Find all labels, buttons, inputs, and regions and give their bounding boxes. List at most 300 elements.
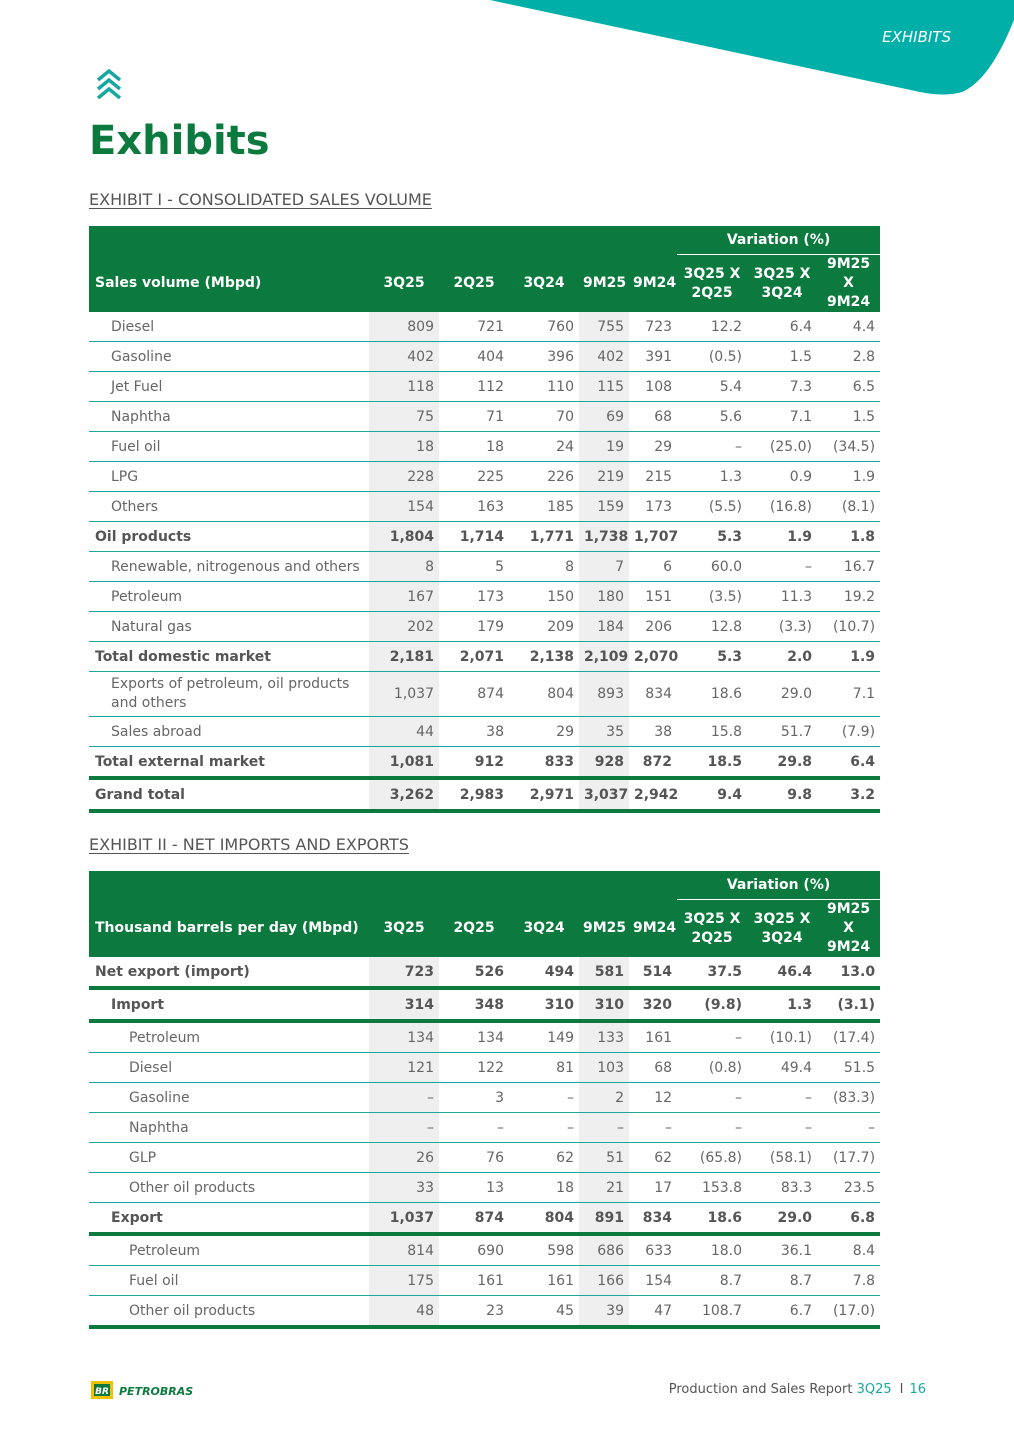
brand-name: PETROBRAS bbox=[119, 1385, 194, 1398]
table-cell: 33 bbox=[369, 1173, 439, 1203]
table-cell: 9.4 bbox=[677, 778, 747, 811]
table-cell: 320 bbox=[629, 988, 677, 1021]
table-cell: 215 bbox=[629, 462, 677, 492]
table-cell: 760 bbox=[509, 312, 579, 342]
table-cell: 7.3 bbox=[747, 372, 817, 402]
variation-column-header: 9M25 X 9M24 bbox=[817, 900, 880, 958]
table-cell: 834 bbox=[629, 672, 677, 717]
table-cell: – bbox=[509, 1083, 579, 1113]
table-cell: 404 bbox=[439, 342, 509, 372]
table-cell: 2,109 bbox=[579, 642, 629, 672]
table-cell: 1.5 bbox=[817, 402, 880, 432]
table-cell: 118 bbox=[369, 372, 439, 402]
table-row bbox=[89, 1113, 880, 1143]
table-cell: 1,804 bbox=[369, 522, 439, 552]
table-cell: 1,707 bbox=[629, 522, 677, 552]
table-row bbox=[89, 778, 880, 811]
table-cell: 51.7 bbox=[747, 717, 817, 747]
table-cell: 804 bbox=[509, 672, 579, 717]
table-cell: 833 bbox=[509, 747, 579, 779]
report-period: 3Q25 bbox=[856, 1382, 892, 1397]
table-cell: 23 bbox=[439, 1296, 509, 1328]
table-row bbox=[89, 717, 880, 747]
header-spacer bbox=[89, 871, 677, 900]
table-cell: 150 bbox=[509, 582, 579, 612]
report-name: Production and Sales Report bbox=[668, 1382, 853, 1397]
table-row bbox=[89, 988, 880, 1021]
table-cell: 45 bbox=[509, 1296, 579, 1328]
table-cell: 179 bbox=[439, 612, 509, 642]
table-cell: 1,037 bbox=[369, 672, 439, 717]
table-cell: 2.0 bbox=[747, 642, 817, 672]
table-cell: 202 bbox=[369, 612, 439, 642]
row-label: Natural gas bbox=[89, 612, 369, 642]
table-cell: (16.8) bbox=[747, 492, 817, 522]
table-cell: 17 bbox=[629, 1173, 677, 1203]
table-cell: 134 bbox=[439, 1021, 509, 1053]
table-cell: 44 bbox=[369, 717, 439, 747]
row-label: Petroleum bbox=[89, 1234, 369, 1266]
sales-volume-table bbox=[89, 226, 880, 813]
table-cell: 1.3 bbox=[677, 462, 747, 492]
table-cell: 18 bbox=[509, 1173, 579, 1203]
table-cell: 1.9 bbox=[817, 462, 880, 492]
variation-column-header: 9M25 X 9M24 bbox=[817, 255, 880, 313]
table-cell: 76 bbox=[439, 1143, 509, 1173]
table-cell: 13.0 bbox=[817, 957, 880, 988]
table-cell: 1,771 bbox=[509, 522, 579, 552]
table-cell: 514 bbox=[629, 957, 677, 988]
table-cell: 122 bbox=[439, 1053, 509, 1083]
variation-column-header: 3Q25 X 3Q24 bbox=[747, 900, 817, 958]
table-cell: 18.6 bbox=[677, 672, 747, 717]
table-row bbox=[89, 672, 880, 717]
table-cell: 2.8 bbox=[817, 342, 880, 372]
table-cell: (17.7) bbox=[817, 1143, 880, 1173]
table-cell: 161 bbox=[629, 1021, 677, 1053]
table-cell: 81 bbox=[509, 1053, 579, 1083]
table-cell: 912 bbox=[439, 747, 509, 779]
table-cell: 166 bbox=[579, 1266, 629, 1296]
table-cell: 161 bbox=[509, 1266, 579, 1296]
row-label: GLP bbox=[89, 1143, 369, 1173]
table-cell: 1.8 bbox=[817, 522, 880, 552]
table-row bbox=[89, 1053, 880, 1083]
table-cell: – bbox=[677, 1113, 747, 1143]
table-cell: 108 bbox=[629, 372, 677, 402]
table-cell: 108.7 bbox=[677, 1296, 747, 1328]
column-header: 9M24 bbox=[629, 900, 677, 958]
table-cell: 402 bbox=[579, 342, 629, 372]
table-cell: 310 bbox=[579, 988, 629, 1021]
table-cell: 51.5 bbox=[817, 1053, 880, 1083]
table-cell: 494 bbox=[509, 957, 579, 988]
table-cell: 71 bbox=[439, 402, 509, 432]
table-cell: 690 bbox=[439, 1234, 509, 1266]
table-cell: 4.4 bbox=[817, 312, 880, 342]
table-cell: 1.9 bbox=[747, 522, 817, 552]
table-cell: 26 bbox=[369, 1143, 439, 1173]
table-cell: 12.8 bbox=[677, 612, 747, 642]
table-cell: 133 bbox=[579, 1021, 629, 1053]
table-cell: 35 bbox=[579, 717, 629, 747]
table-cell: 5.6 bbox=[677, 402, 747, 432]
table-cell: 1,738 bbox=[579, 522, 629, 552]
table-cell: 3.2 bbox=[817, 778, 880, 811]
table-cell: 18 bbox=[439, 432, 509, 462]
row-label: Diesel bbox=[89, 312, 369, 342]
row-label: Others bbox=[89, 492, 369, 522]
table-cell: 68 bbox=[629, 402, 677, 432]
table-cell: 69 bbox=[579, 402, 629, 432]
table-cell: 48 bbox=[369, 1296, 439, 1328]
table-cell: 121 bbox=[369, 1053, 439, 1083]
row-label: Gasoline bbox=[89, 342, 369, 372]
variation-column-header: 3Q25 X 2Q25 bbox=[677, 900, 747, 958]
table-cell: 2,971 bbox=[509, 778, 579, 811]
table-cell: 755 bbox=[579, 312, 629, 342]
exhibit-2-title: EXHIBIT II - NET IMPORTS AND EXPORTS bbox=[89, 835, 409, 854]
section-label: EXHIBITS bbox=[882, 28, 951, 46]
table-row bbox=[89, 1234, 880, 1266]
table-cell: 874 bbox=[439, 1203, 509, 1235]
table-cell: 721 bbox=[439, 312, 509, 342]
table-cell: 38 bbox=[439, 717, 509, 747]
table-cell: (3.3) bbox=[747, 612, 817, 642]
table-cell: 112 bbox=[439, 372, 509, 402]
table-cell: (3.1) bbox=[817, 988, 880, 1021]
row-label: Other oil products bbox=[89, 1173, 369, 1203]
variation-column-header: 3Q25 X 2Q25 bbox=[677, 255, 747, 313]
table-cell: 12 bbox=[629, 1083, 677, 1113]
chevron-up-icon bbox=[96, 68, 122, 102]
table-cell: 159 bbox=[579, 492, 629, 522]
table-row bbox=[89, 1266, 880, 1296]
row-label: Total external market bbox=[89, 747, 369, 779]
table-cell: 36.1 bbox=[747, 1234, 817, 1266]
row-label: Naphtha bbox=[89, 402, 369, 432]
table-cell: 8.7 bbox=[747, 1266, 817, 1296]
table-row bbox=[89, 1143, 880, 1173]
table-cell: 2,070 bbox=[629, 642, 677, 672]
table-cell: (10.1) bbox=[747, 1021, 817, 1053]
row-label: Gasoline bbox=[89, 1083, 369, 1113]
row-header: Thousand barrels per day (Mbpd) bbox=[89, 900, 369, 958]
table-cell: – bbox=[747, 1113, 817, 1143]
table-cell: 16.7 bbox=[817, 552, 880, 582]
column-header: 9M25 bbox=[579, 900, 629, 958]
table-cell: 5.3 bbox=[677, 642, 747, 672]
table-cell: 7 bbox=[579, 552, 629, 582]
net-imports-exports-rows bbox=[89, 957, 880, 1327]
row-label: Other oil products bbox=[89, 1296, 369, 1328]
table-cell: 5.3 bbox=[677, 522, 747, 552]
page-number: 16 bbox=[909, 1382, 926, 1397]
row-label: Grand total bbox=[89, 778, 369, 811]
header-spacer bbox=[89, 226, 677, 255]
exhibit-1-title: EXHIBIT I - CONSOLIDATED SALES VOLUME bbox=[89, 190, 432, 209]
table-cell: 161 bbox=[439, 1266, 509, 1296]
column-header: 3Q24 bbox=[509, 255, 579, 313]
table-cell: 219 bbox=[579, 462, 629, 492]
table-cell: 47 bbox=[629, 1296, 677, 1328]
table-cell: 1.5 bbox=[747, 342, 817, 372]
row-label: Exports of petroleum, oil products and others bbox=[89, 672, 369, 717]
table-cell: 8.4 bbox=[817, 1234, 880, 1266]
table-cell: 1.3 bbox=[747, 988, 817, 1021]
table-cell: 6.4 bbox=[747, 312, 817, 342]
table-row bbox=[89, 312, 880, 342]
table-cell: 19.2 bbox=[817, 582, 880, 612]
table-cell: 872 bbox=[629, 747, 677, 779]
table-row bbox=[89, 642, 880, 672]
table-cell: 8 bbox=[509, 552, 579, 582]
table-cell: – bbox=[369, 1113, 439, 1143]
variation-header: Variation (%) bbox=[677, 871, 880, 900]
table-cell: 60.0 bbox=[677, 552, 747, 582]
table-cell: 21 bbox=[579, 1173, 629, 1203]
table-row bbox=[89, 492, 880, 522]
table-row bbox=[89, 1173, 880, 1203]
table-cell: (17.4) bbox=[817, 1021, 880, 1053]
table-cell: 0.9 bbox=[747, 462, 817, 492]
table-cell: 5.4 bbox=[677, 372, 747, 402]
row-label: Sales abroad bbox=[89, 717, 369, 747]
footer-report-info bbox=[669, 1382, 926, 1397]
table-cell: 834 bbox=[629, 1203, 677, 1235]
table-cell: 110 bbox=[509, 372, 579, 402]
table-cell: (65.8) bbox=[677, 1143, 747, 1173]
table-cell: 598 bbox=[509, 1234, 579, 1266]
table-cell: 7.1 bbox=[817, 672, 880, 717]
table-cell: 2,983 bbox=[439, 778, 509, 811]
row-label: Net export (import) bbox=[89, 957, 369, 988]
table-cell: 175 bbox=[369, 1266, 439, 1296]
table-cell: 39 bbox=[579, 1296, 629, 1328]
table-cell: 723 bbox=[369, 957, 439, 988]
table-cell: 928 bbox=[579, 747, 629, 779]
table-cell: 206 bbox=[629, 612, 677, 642]
table-cell: 167 bbox=[369, 582, 439, 612]
column-header: 3Q24 bbox=[509, 900, 579, 958]
table-cell: 49.4 bbox=[747, 1053, 817, 1083]
table-cell: 134 bbox=[369, 1021, 439, 1053]
table-cell: 402 bbox=[369, 342, 439, 372]
table-cell: 15.8 bbox=[677, 717, 747, 747]
table-cell: (17.0) bbox=[817, 1296, 880, 1328]
table-cell: 396 bbox=[509, 342, 579, 372]
table-cell: 2 bbox=[579, 1083, 629, 1113]
table-cell: 526 bbox=[439, 957, 509, 988]
row-header: Sales volume (Mbpd) bbox=[89, 255, 369, 313]
table-cell: – bbox=[747, 1083, 817, 1113]
table-cell: 1.9 bbox=[817, 642, 880, 672]
table-cell: 163 bbox=[439, 492, 509, 522]
table-cell: 19 bbox=[579, 432, 629, 462]
table-cell: 151 bbox=[629, 582, 677, 612]
table-cell: 2,138 bbox=[509, 642, 579, 672]
row-label: Fuel oil bbox=[89, 432, 369, 462]
table-row bbox=[89, 582, 880, 612]
table-cell: – bbox=[817, 1113, 880, 1143]
table-cell: 225 bbox=[439, 462, 509, 492]
table-cell: 1,081 bbox=[369, 747, 439, 779]
table-cell: 70 bbox=[509, 402, 579, 432]
table-cell: 6.7 bbox=[747, 1296, 817, 1328]
table-cell: (25.0) bbox=[747, 432, 817, 462]
row-label: Import bbox=[89, 988, 369, 1021]
table-cell: – bbox=[747, 552, 817, 582]
table-cell: (3.5) bbox=[677, 582, 747, 612]
column-header: 2Q25 bbox=[439, 900, 509, 958]
table-cell: 5 bbox=[439, 552, 509, 582]
row-label: Export bbox=[89, 1203, 369, 1235]
table-cell: 24 bbox=[509, 432, 579, 462]
row-label: Petroleum bbox=[89, 1021, 369, 1053]
row-label: Renewable, nitrogenous and others bbox=[89, 552, 369, 582]
table-cell: 149 bbox=[509, 1021, 579, 1053]
table-cell: – bbox=[677, 432, 747, 462]
table-cell: 8.7 bbox=[677, 1266, 747, 1296]
table-cell: 3,037 bbox=[579, 778, 629, 811]
table-cell: 804 bbox=[509, 1203, 579, 1235]
table-cell: 46.4 bbox=[747, 957, 817, 988]
table-row bbox=[89, 552, 880, 582]
table-cell: 891 bbox=[579, 1203, 629, 1235]
table-cell: (5.5) bbox=[677, 492, 747, 522]
table-cell: 3,262 bbox=[369, 778, 439, 811]
table-cell: 11.3 bbox=[747, 582, 817, 612]
table-cell: 115 bbox=[579, 372, 629, 402]
table-cell: 185 bbox=[509, 492, 579, 522]
column-header: 9M24 bbox=[629, 255, 677, 313]
table-cell: 62 bbox=[509, 1143, 579, 1173]
table-row bbox=[89, 747, 880, 779]
table-cell: 7.8 bbox=[817, 1266, 880, 1296]
table-cell: – bbox=[579, 1113, 629, 1143]
table-cell: 209 bbox=[509, 612, 579, 642]
table-row bbox=[89, 1083, 880, 1113]
column-header: 2Q25 bbox=[439, 255, 509, 313]
table-cell: 154 bbox=[629, 1266, 677, 1296]
table-cell: 6 bbox=[629, 552, 677, 582]
net-imports-exports-table bbox=[89, 871, 880, 1329]
table-cell: (9.8) bbox=[677, 988, 747, 1021]
table-cell: 38 bbox=[629, 717, 677, 747]
table-cell: 154 bbox=[369, 492, 439, 522]
table-cell: (83.3) bbox=[817, 1083, 880, 1113]
table-cell: 2,942 bbox=[629, 778, 677, 811]
table-cell: 153.8 bbox=[677, 1173, 747, 1203]
table-cell: 809 bbox=[369, 312, 439, 342]
brand-mark: BR bbox=[95, 1387, 109, 1397]
table-cell: 348 bbox=[439, 988, 509, 1021]
table-cell: – bbox=[369, 1083, 439, 1113]
table-cell: 7.1 bbox=[747, 402, 817, 432]
table-cell: 37.5 bbox=[677, 957, 747, 988]
column-header: 9M25 bbox=[579, 255, 629, 313]
row-label: LPG bbox=[89, 462, 369, 492]
table-cell: 83.3 bbox=[747, 1173, 817, 1203]
column-header: 3Q25 bbox=[369, 900, 439, 958]
table-cell: 18.5 bbox=[677, 747, 747, 779]
row-label: Petroleum bbox=[89, 582, 369, 612]
table-cell: 3 bbox=[439, 1083, 509, 1113]
table-cell: – bbox=[629, 1113, 677, 1143]
table-cell: 29.0 bbox=[747, 672, 817, 717]
table-cell: 173 bbox=[629, 492, 677, 522]
table-cell: 391 bbox=[629, 342, 677, 372]
table-cell: 18 bbox=[369, 432, 439, 462]
column-header: 3Q25 bbox=[369, 255, 439, 313]
table-cell: 723 bbox=[629, 312, 677, 342]
row-label: Fuel oil bbox=[89, 1266, 369, 1296]
table-cell: 2,071 bbox=[439, 642, 509, 672]
table-cell: – bbox=[677, 1083, 747, 1113]
table-row bbox=[89, 402, 880, 432]
petrobras-logo bbox=[91, 1380, 203, 1400]
table-row bbox=[89, 957, 880, 988]
table-cell: 581 bbox=[579, 957, 629, 988]
sales-volume-rows bbox=[89, 312, 880, 811]
table-cell: 103 bbox=[579, 1053, 629, 1083]
table-row bbox=[89, 1021, 880, 1053]
table-cell: 314 bbox=[369, 988, 439, 1021]
table-cell: – bbox=[677, 1021, 747, 1053]
table-cell: 226 bbox=[509, 462, 579, 492]
table-row bbox=[89, 432, 880, 462]
table-cell: 51 bbox=[579, 1143, 629, 1173]
table-cell: 1,714 bbox=[439, 522, 509, 552]
table-cell: 29 bbox=[509, 717, 579, 747]
table-row bbox=[89, 462, 880, 492]
table-cell: 874 bbox=[439, 672, 509, 717]
footer-separator: I bbox=[899, 1382, 904, 1397]
row-label: Oil products bbox=[89, 522, 369, 552]
header-banner bbox=[0, 0, 1014, 100]
table-cell: 29.0 bbox=[747, 1203, 817, 1235]
table-cell: – bbox=[509, 1113, 579, 1143]
row-label: Total domestic market bbox=[89, 642, 369, 672]
table-cell: 6.8 bbox=[817, 1203, 880, 1235]
table-cell: (34.5) bbox=[817, 432, 880, 462]
table-cell: 75 bbox=[369, 402, 439, 432]
table-cell: 29.8 bbox=[747, 747, 817, 779]
table-cell: (8.1) bbox=[817, 492, 880, 522]
table-cell: 6.4 bbox=[817, 747, 880, 779]
table-cell: 686 bbox=[579, 1234, 629, 1266]
table-cell: 1,037 bbox=[369, 1203, 439, 1235]
table-cell: 2,181 bbox=[369, 642, 439, 672]
table-cell: (58.1) bbox=[747, 1143, 817, 1173]
table-row bbox=[89, 522, 880, 552]
variation-header: Variation (%) bbox=[677, 226, 880, 255]
table-cell: 18.6 bbox=[677, 1203, 747, 1235]
table-cell: 18.0 bbox=[677, 1234, 747, 1266]
table-cell: (0.5) bbox=[677, 342, 747, 372]
table-cell: 13 bbox=[439, 1173, 509, 1203]
table-cell: 12.2 bbox=[677, 312, 747, 342]
table-cell: 62 bbox=[629, 1143, 677, 1173]
table-cell: 8 bbox=[369, 552, 439, 582]
row-label: Diesel bbox=[89, 1053, 369, 1083]
row-label: Naphtha bbox=[89, 1113, 369, 1143]
table-cell: 173 bbox=[439, 582, 509, 612]
row-label: Jet Fuel bbox=[89, 372, 369, 402]
table-cell: 180 bbox=[579, 582, 629, 612]
table-cell: 68 bbox=[629, 1053, 677, 1083]
table-cell: 633 bbox=[629, 1234, 677, 1266]
